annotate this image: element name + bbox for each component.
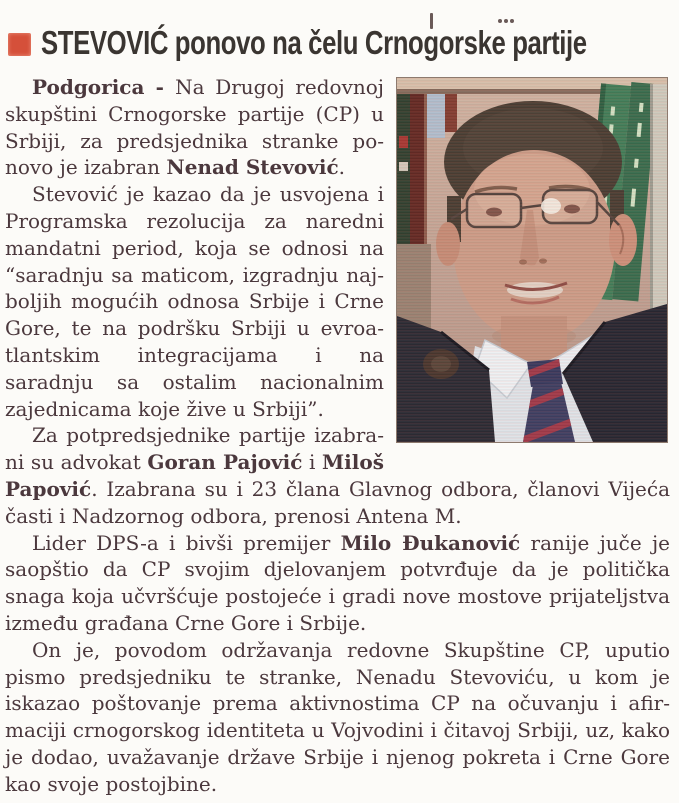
article-paragraph: Podgorica - Na Drugoj redovnoj skupštini Crnogorske partije (CP) u Srbiji, za predsjednika stranke ponovo je izabran Nenad Stevović.	[5, 75, 384, 180]
article-paragraph: Za potpredsjednike partije izabrani su advokat Goran Pajović i Miloš Papović. Izabrana su i 23 člana Glavnog odbora, članovi Vijeća časti i Nadzornog odbora, prenosi Antena M.	[5, 423, 670, 528]
portrait-illustration	[397, 78, 667, 442]
article-paragraph: Stevović je kazao da je usvojena i Programska rezolucija za naredni mandatni period, koja se odnosi na “saradnju sa maticom, izgradnju najboljih mogućih odnosa Srbije i Crne Gore, te na podršku Srbiji u evroatlantskim integracijama i na saradnju sa ostalim nacionalnim zajednicama koje žive u Srbiji”.	[5, 182, 384, 421]
article-body	[0, 74, 679, 798]
headline-bar	[0, 0, 679, 60]
red-square-bullet-icon	[8, 33, 31, 56]
portrait-photo	[396, 77, 668, 443]
article-paragraph: On je, povodom održavanja redovne Skupštine CP, uputio pismo predsjedniku te stranke, Nenadu Stevoviću, u kom je iskazao poštovanje prema aktivnostima CP na očuvanju i afirmaciji crnogorskog identiteta u Vojvodini i čitavoj Srbiji, uz, kako je dodao, uvažavanje države Srbije i njenog pokreta i Crne Gore kao svoje postojbine.	[5, 637, 670, 796]
article-paragraph: Lider DPS-a i bivši premijer Milo Đukanović ranije juče je saopštio da CP svojim djelovanjem potvrđuje da je politička snaga koja učvršćuje postojeće i gradi nove mostove prijateljstva između građana Crne Gore i Srbije.	[5, 530, 671, 635]
article-headline	[41, 26, 679, 60]
article-headline-text: STEVOVIĆ ponovo na čelu Crnogorske partije	[41, 24, 587, 61]
